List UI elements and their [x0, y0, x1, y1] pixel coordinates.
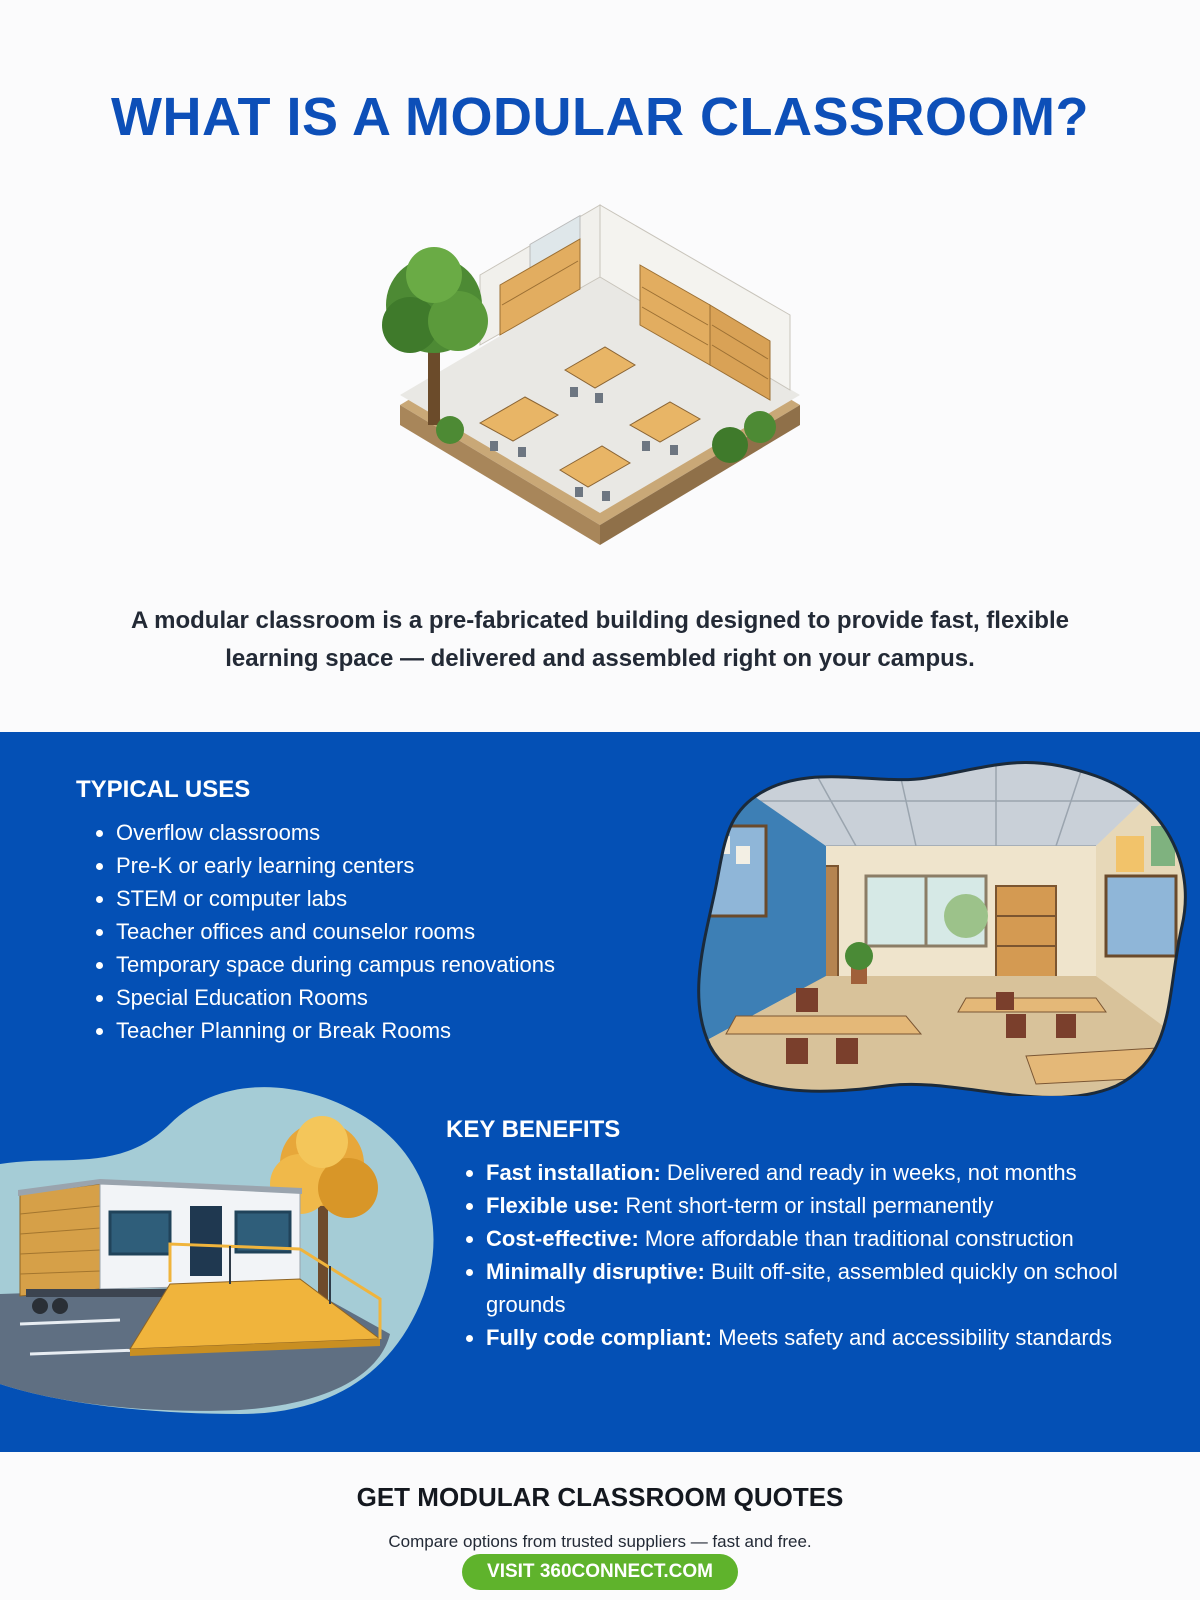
visit-site-button[interactable]: VISIT 360CONNECT.COM: [462, 1554, 738, 1590]
key-benefits-heading: KEY BENEFITS: [446, 1116, 621, 1143]
list-item: Teacher offices and counselor rooms: [76, 915, 636, 948]
hero-section: [0, 0, 1200, 732]
typical-uses-heading: TYPICAL USES: [76, 776, 251, 803]
benefit-label: Fully code compliant:: [486, 1325, 713, 1350]
list-item: Temporary space during campus renovations: [76, 948, 636, 981]
list-item: [446, 1156, 1186, 1189]
isometric-classroom-illustration: [380, 195, 820, 575]
list-item: [446, 1255, 1186, 1321]
benefit-label: Fast installation:: [486, 1160, 661, 1185]
cta-section: [0, 1452, 1200, 1600]
list-item: [446, 1189, 1186, 1222]
cta-subtitle: Compare options from trusted suppliers — fast and free.: [388, 1532, 812, 1551]
benefit-label: Minimally disruptive:: [486, 1259, 705, 1284]
benefit-text: Built off-site, assembled quickly on school grounds: [486, 1259, 1118, 1317]
classroom-interior-illustration: [696, 756, 1190, 1096]
typical-uses-list: [76, 816, 636, 1047]
benefit-text: Meets safety and accessibility standards: [712, 1325, 1112, 1350]
list-item: [446, 1222, 1186, 1255]
benefit-label: Cost-effective:: [486, 1226, 639, 1251]
benefit-text: Rent short-term or install permanently: [619, 1193, 994, 1218]
key-benefits-list: [446, 1156, 1186, 1354]
list-item: Pre-K or early learning centers: [76, 849, 636, 882]
benefit-text: Delivered and ready in weeks, not months: [660, 1160, 1077, 1185]
portable-classroom-illustration: [0, 1084, 440, 1418]
list-item: STEM or computer labs: [76, 882, 636, 915]
list-item: Special Education Rooms: [76, 981, 636, 1014]
list-item: Teacher Planning or Break Rooms: [76, 1014, 636, 1047]
intro-text: A modular classroom is a pre-fabricated building designed to provide fast, flexible learning space — delivered and assembled right on your campus.: [131, 607, 1069, 672]
benefit-label: Flexible use:: [486, 1193, 620, 1218]
list-item: Overflow classrooms: [76, 816, 636, 849]
page-title: WHAT IS A MODULAR CLASSROOM?: [111, 87, 1089, 147]
info-band: [0, 732, 1200, 1452]
list-item: [446, 1321, 1186, 1354]
benefit-text: More affordable than traditional construction: [638, 1226, 1074, 1251]
cta-title: GET MODULAR CLASSROOM QUOTES: [356, 1482, 844, 1512]
